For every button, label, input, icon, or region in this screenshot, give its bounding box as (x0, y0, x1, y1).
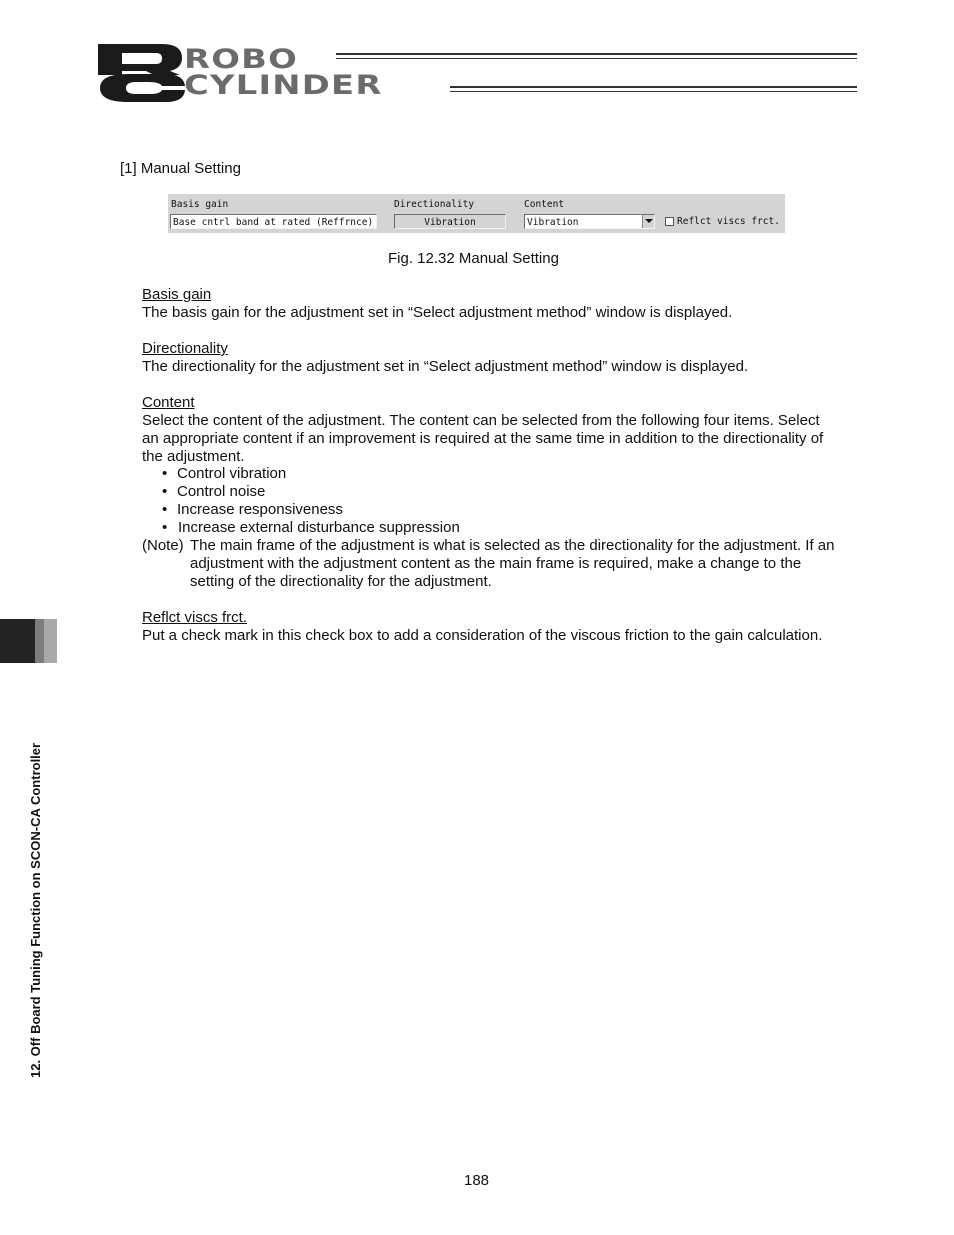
directionality-field: Vibration (394, 214, 506, 229)
note-prefix: (Note) (142, 537, 184, 554)
logo-text-cylinder: CYLINDER (184, 70, 383, 101)
list-item: Increase external disturbance suppression (178, 519, 460, 536)
bullet-dot: • (162, 483, 168, 500)
note-line1: The main frame of the adjustment is what is selected as the directionality for the adjustment. If an (190, 537, 835, 554)
chevron-down-icon[interactable] (642, 215, 654, 228)
reflct-viscs-label: Reflct viscs frct. (677, 216, 780, 227)
content-dropdown-value: Vibration (527, 217, 579, 228)
rc-logo-icon (96, 44, 186, 102)
list-item: Control noise (177, 483, 266, 500)
content-label: Content (524, 199, 565, 210)
content-text-line2: an appropriate content if an improvement is required at the same time in addition to the directionality of (142, 430, 824, 447)
manual-setting-panel (168, 194, 785, 233)
reflct-heading: Reflct viscs frct. (142, 609, 248, 626)
content-text-line1: Select the content of the adjustment. The content can be selected from the following four items. Select (142, 412, 820, 429)
basis-gain-text: The basis gain for the adjustment set in “Select adjustment method” window is displayed. (142, 304, 733, 321)
bullet-dot: • (162, 519, 168, 536)
directionality-heading: Directionality (142, 340, 228, 357)
content-text-line3: the adjustment. (142, 448, 245, 465)
header-rule-bottom-thin (450, 91, 857, 92)
logo-text-robo: ROBO (184, 44, 299, 75)
section-title: [1] Manual Setting (120, 160, 241, 177)
basis-gain-label: Basis gain (171, 199, 229, 210)
page-number: 188 (464, 1172, 490, 1189)
list-item: Increase responsiveness (177, 501, 343, 518)
reflct-viscs-checkbox[interactable] (665, 217, 674, 226)
header-rule-top-thin (336, 58, 857, 59)
note-line3: setting of the directionality for the adjustment. (190, 573, 492, 590)
note-line2: adjustment with the adjustment content as the main frame is required, make a change to the (190, 555, 802, 572)
directionality-label: Directionality (394, 199, 475, 210)
content-dropdown[interactable] (524, 214, 655, 229)
bullet-dot: • (162, 465, 168, 482)
basis-gain-heading: Basis gain (142, 286, 212, 303)
reflct-text: Put a check mark in this check box to add a consideration of the viscous friction to the gain calculation. (142, 627, 823, 644)
list-item: Control vibration (177, 465, 287, 482)
figure-caption: Fig. 12.32 Manual Setting (388, 250, 559, 267)
basis-gain-field: Base cntrl band at rated (Reffrnce) (170, 214, 377, 229)
header-rule-top (336, 53, 857, 55)
content-heading: Content (142, 394, 195, 411)
chapter-side-label: 12. Off Board Tuning Function on SCON-CA Controller (28, 742, 43, 1078)
bullet-dot: • (162, 501, 168, 518)
header-rule-bottom (450, 86, 857, 88)
chapter-tab (0, 619, 57, 663)
directionality-text: The directionality for the adjustment set in “Select adjustment method” window is displayed. (142, 358, 749, 375)
